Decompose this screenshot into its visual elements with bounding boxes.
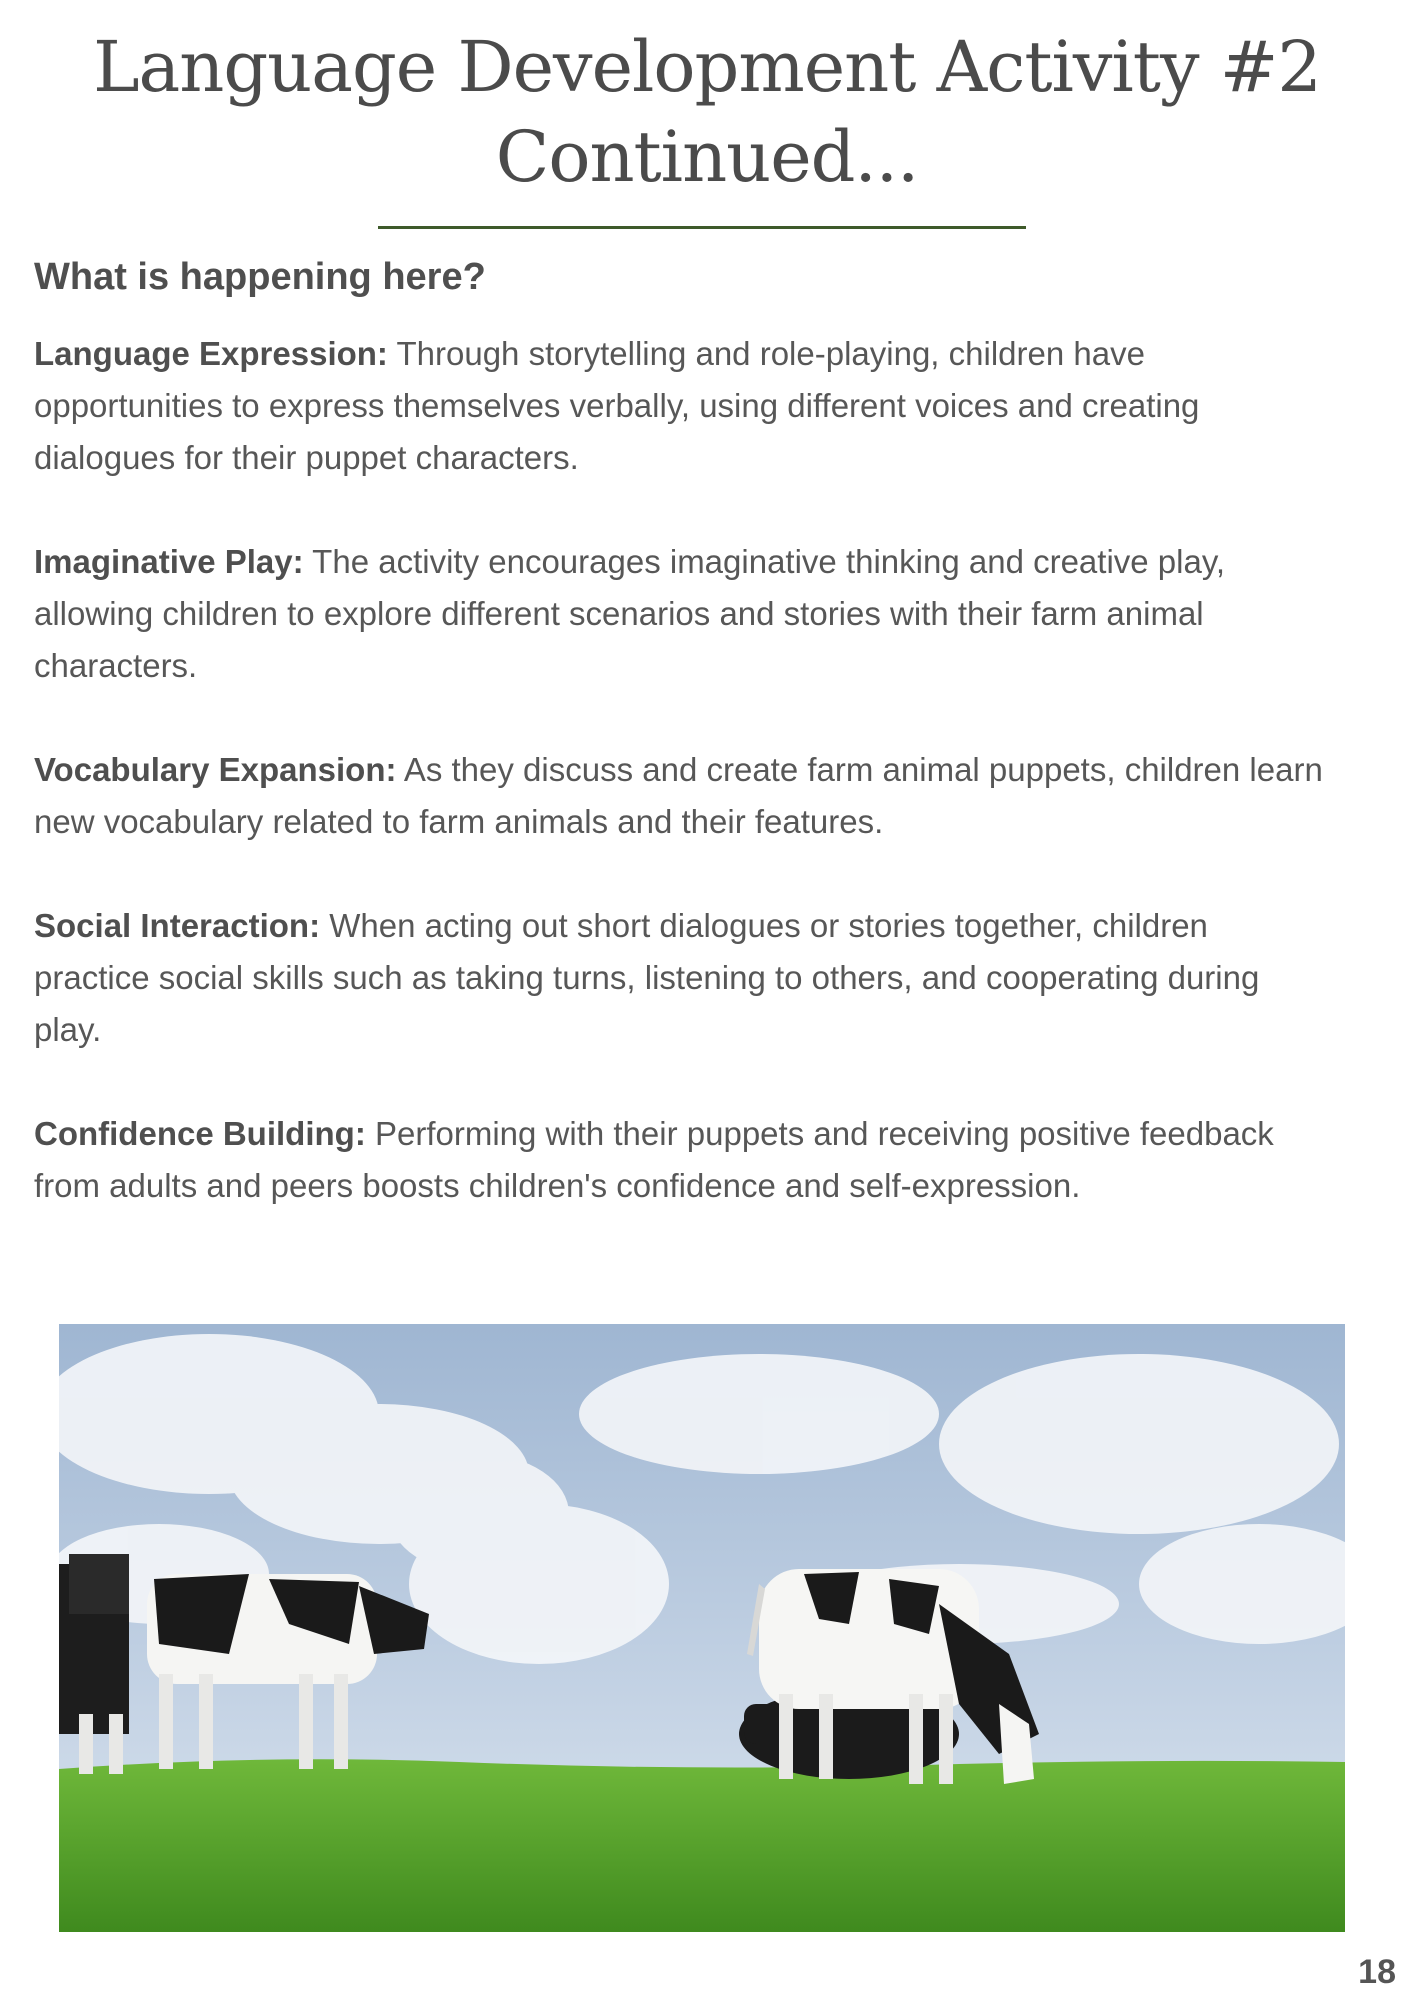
item-label: Social Interaction:: [34, 907, 321, 944]
item-text: When acting out short dialogues or stories together, children practice social skills such as taking turns, listening to others, and cooperating during play.: [34, 907, 1260, 1048]
item-label: Confidence Building:: [34, 1115, 366, 1152]
list-item-imaginative-play: [34, 536, 1324, 692]
item-label: Language Expression:: [34, 335, 388, 372]
section-heading: What is happening here?: [34, 256, 486, 298]
list-item-vocabulary-expansion: [34, 744, 1324, 848]
title-divider: [378, 226, 1026, 229]
item-label: Vocabulary Expansion:: [34, 751, 397, 788]
item-text: As they discuss and create farm animal puppets, children learn new vocabulary related to farm animals and their features.: [34, 751, 1323, 840]
page-number: 18: [1358, 1953, 1396, 1991]
page-title: [0, 22, 1414, 202]
list-item-language-expression: [34, 328, 1324, 484]
grass-field: [59, 1759, 1345, 1932]
item-text: Performing with their puppets and receiving positive feedback from adults and peers boosts children's confidence and self-expression.: [34, 1115, 1274, 1204]
page-title-line-1: Language Development Activity #2: [93, 26, 1321, 108]
cows-in-field-photo: [59, 1324, 1345, 1932]
item-text: Through storytelling and role-playing, children have opportunities to express themselves verbally, using different voices and creating dialogues for their puppet characters.: [34, 335, 1200, 476]
page-title-line-2: Continued...: [495, 116, 919, 198]
list-item-confidence-building: [34, 1108, 1324, 1212]
item-label: Imaginative Play:: [34, 543, 304, 580]
benefits-list: [34, 328, 1324, 1264]
item-text: The activity encourages imaginative thinking and creative play, allowing children to explore different scenarios and stories with their farm animal characters.: [34, 543, 1226, 684]
cows-in-field-illustration: [59, 1324, 1345, 1932]
list-item-social-interaction: [34, 900, 1324, 1056]
